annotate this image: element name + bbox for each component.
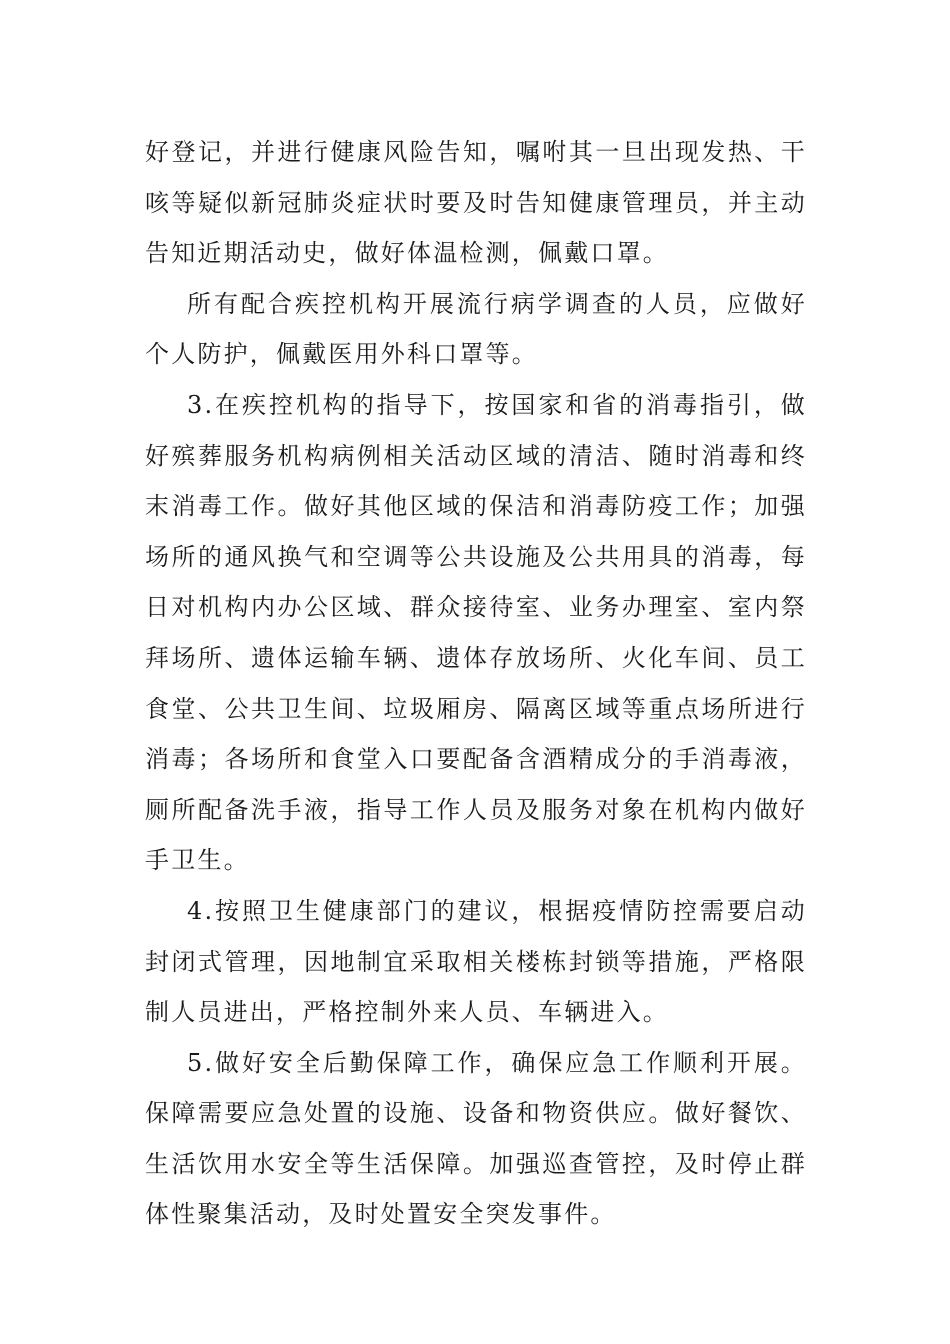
- paragraph-item-3-disinfection: 3.在疾控机构的指导下，按国家和省的消毒指引，做好殡葬服务机构病例相关活动区域的清洁、随时消毒和终末消毒工作。做好其他区域的保洁和消毒防疫工作；加强场所的通风换气和空调等公共设施及公共用具的消毒，每日对机构内办公区域、群众接待室、业务办理室、室内祭拜场所、遗体运输车辆、遗体存放场所、火化车间、员工食堂、公共卫生间、垃圾厢房、隔离区域等重点场所进行消毒；各场所和食堂入口要配备含酒精成分的手消毒液，厕所配备洗手液，指导工作人员及服务对象在机构内做好手卫生。: [145, 390, 807, 875]
- paragraph-epidemiology-protection: 所有配合疾控机构开展流行病学调查的人员，应做好个人防护，佩戴医用外科口罩等。: [145, 289, 807, 369]
- paragraph-item-4-closed-management: 4.按照卫生健康部门的建议，根据疫情防控需要启动封闭式管理，因地制宜采取相关楼栋封锁等措施，严格限制人员进出，严格控制外来人员、车辆进入。: [145, 896, 807, 1027]
- document-body: [145, 127, 807, 1240]
- paragraph-continued: 好登记，并进行健康风险告知，嘱咐其一旦出现发热、干咳等疑似新冠肺炎症状时要及时告知健康管理员，并主动告知近期活动史，做好体温检测，佩戴口罩。: [145, 138, 807, 268]
- paragraph-item-5-logistics: 5.做好安全后勤保障工作，确保应急工作顺利开展。保障需要应急处置的设施、设备和物资供应。做好餐饮、生活饮用水安全等生活保障。加强巡查管控，及时停止群体性聚集活动，及时处置安全突发事件。: [145, 1048, 807, 1229]
